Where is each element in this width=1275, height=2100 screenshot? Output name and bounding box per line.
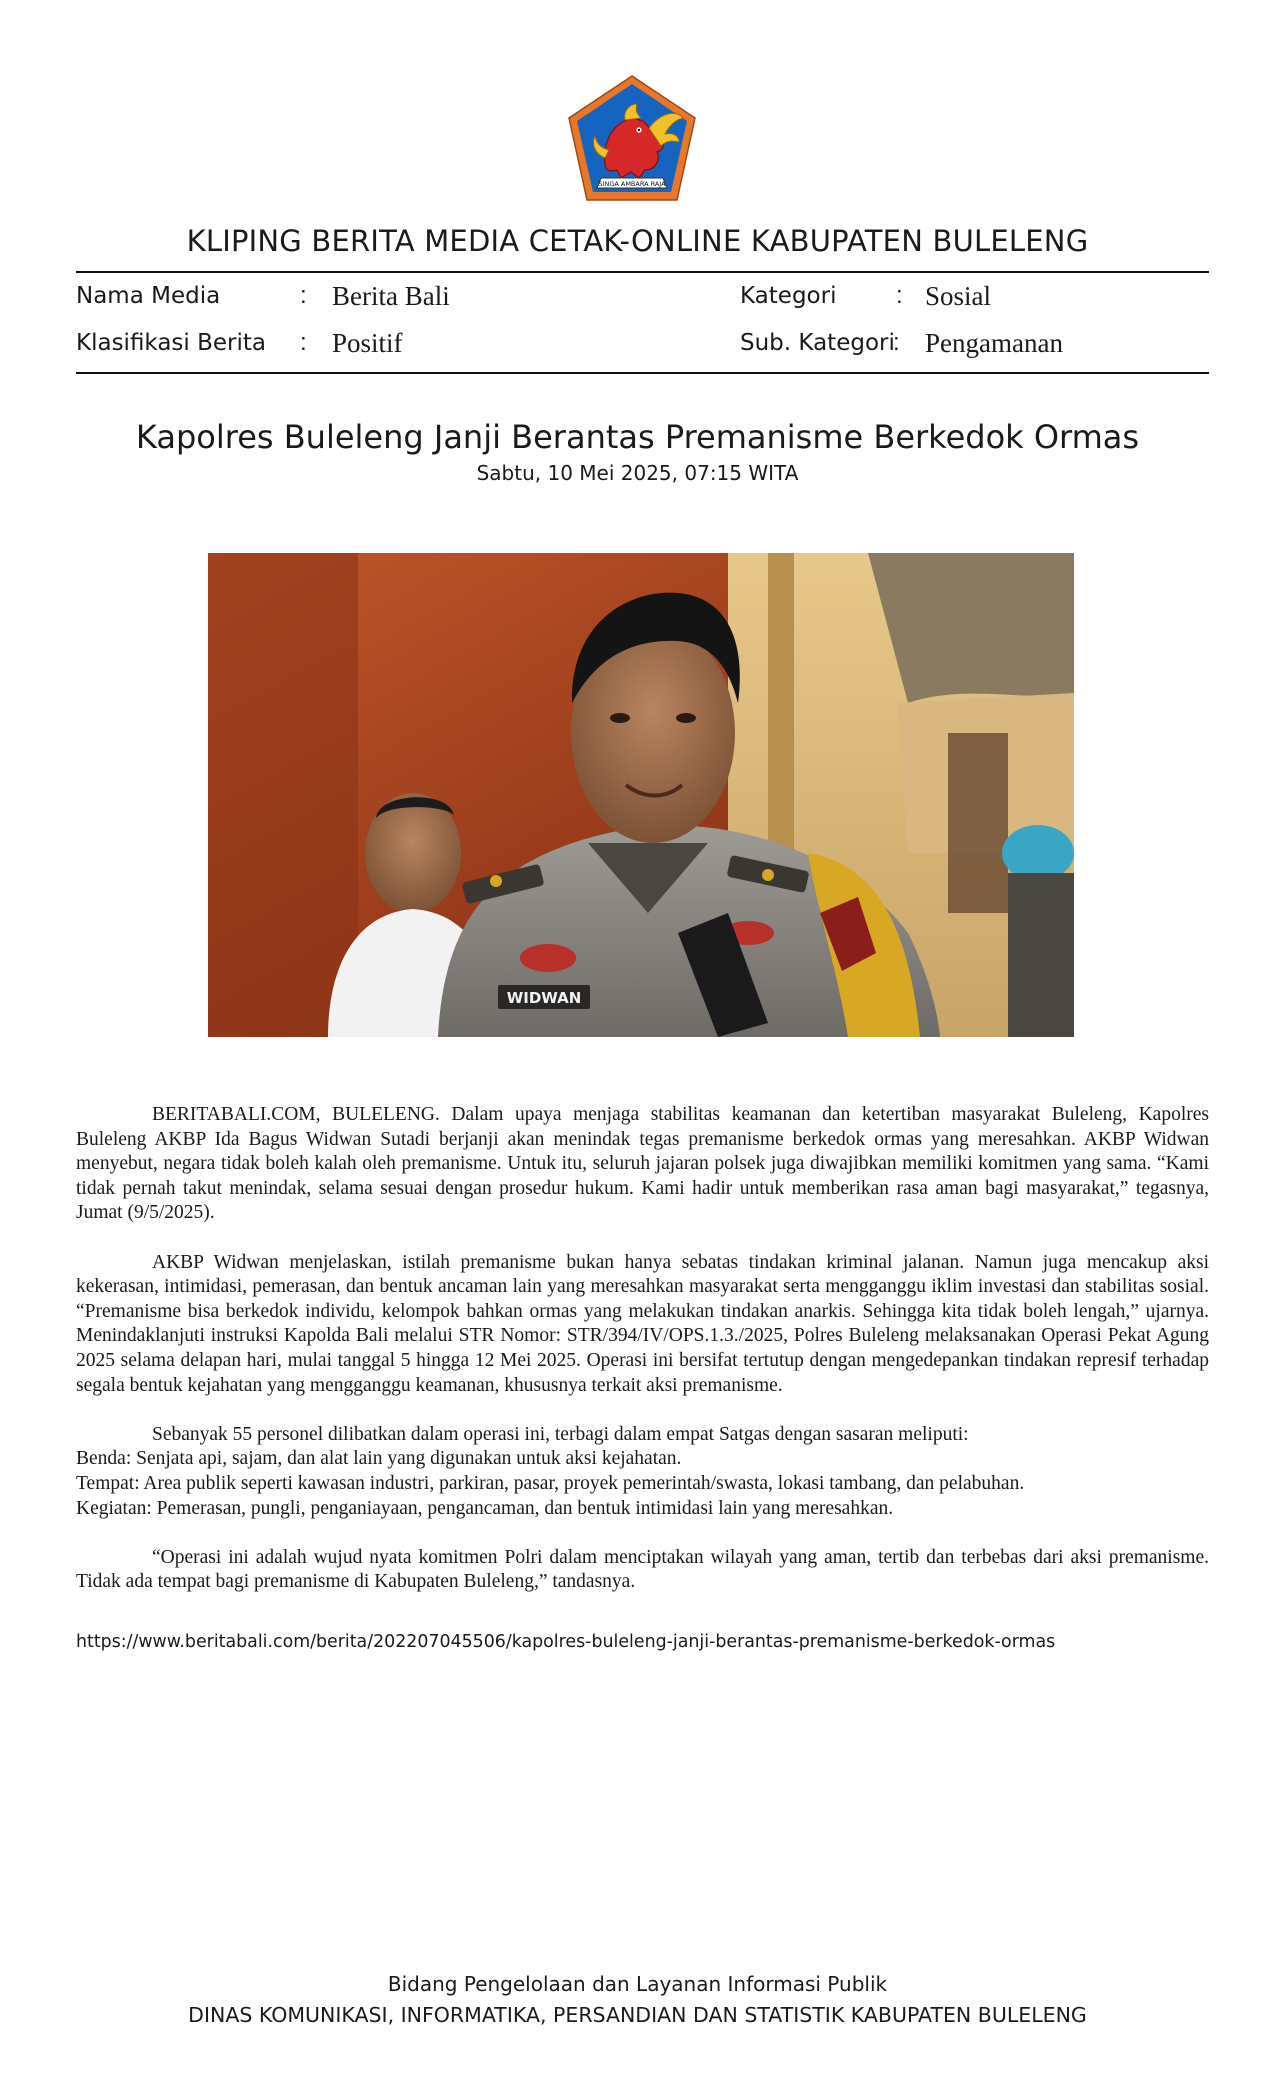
list-item-tempat: Tempat: Area publik seperti kawasan industri, parkiran, pasar, proyek pemerintah/swasta, lokasi tambang, dan pelabuhan.	[76, 1472, 1025, 1494]
article-paragraph-2: AKBP Widwan menjelaskan, istilah premanisme bukan hanya sebatas tindakan kriminal jalanan. Namun juga mencakup aksi kekerasan, intimidasi, pemerasan, dan bentuk ancaman lain yang meresahkan masyarakat serta mengganggu iklim investasi dan stabilitas sosial. “Premanisme bisa berkedok individu, kelompok bahkan ormas yang melakukan tindakan anarkis. Sehingga kita tidak boleh lengah,” ujarnya. Menindaklanjuti instruksi Kapolda Bali melalui STR Nomor: STR/394/IV/OPS.1.3./2025, Polres Buleleng melaksanakan Operasi Pekat Agung 2025 selama delapan hari, mulai tanggal 5 hingga 12 Mei 2025. Operasi ini bersifat tertutup dengan mengedepankan tindakan represif terhadap segala bentuk kejahatan yang mengganggu keamanan, khususnya terkait aksi premanisme.	[76, 1251, 1209, 1396]
article-paragraph-4: “Operasi ini adalah wujud nyata komitmen Polri dalam menciptakan wilayah yang aman, tertib dan terbebas dari aksi premanisme. Tidak ada tempat bagi premanisme di Kabupaten Buleleng,” tandasnya.	[76, 1546, 1209, 1593]
article-paragraph-1: BERITABALI.COM, BULELENG. Dalam upaya menjaga stabilitas keamanan dan ketertiban masyarakat Buleleng, Kapolres Buleleng AKBP Ida Bagus Widwan Sutadi berjanji akan menindak tegas premanisme berkedok ormas yang meresahkan. AKBP Widwan menyebut, negara tidak boleh kalah oleh premanisme. Untuk itu, seluruh jajaran polsek juga diwajibkan memiliki komitmen yang sama. “Kami tidak pernah takut menindak, selama sesuai dengan prosedur hukum. Kami hadir untuk memberikan rasa aman bagi masyarakat,” tegasnya, Jumat (9/5/2025).	[76, 1104, 1209, 1224]
meta-kategori-label: Kategori	[740, 283, 837, 309]
meta-media-colon: :	[300, 282, 307, 309]
article-photo	[208, 553, 1074, 1037]
header-rule-bottom	[76, 372, 1209, 374]
meta-klasifikasi-label: Klasifikasi Berita	[76, 330, 267, 356]
meta-media-label: Nama Media	[76, 283, 221, 309]
article-body	[76, 1103, 1209, 1619]
header-rule-top	[76, 271, 1209, 273]
meta-subkategori-colon: :	[893, 329, 900, 356]
article-paragraph-3: Sebanyak 55 personel dilibatkan dalam operasi ini, terbagi dalam empat Satgas dengan sasaran meliputi:	[152, 1423, 969, 1445]
polres-buleleng-logo	[565, 74, 699, 202]
meta-media-value: Berita Bali	[332, 281, 450, 311]
target-list	[76, 1423, 1209, 1521]
meta-klasifikasi-colon: :	[300, 329, 307, 356]
article-date: Sabtu, 10 Mei 2025, 07:15 WITA	[476, 461, 799, 485]
meta-kategori-colon: :	[896, 282, 903, 309]
photo-name-tag: WIDWAN	[506, 989, 582, 1007]
article-headline: Kapolres Buleleng Janji Berantas Premanisme Berkedok Ormas	[135, 418, 1140, 456]
meta-subkategori-label: Sub. Kategori	[740, 330, 895, 356]
meta-kategori-value: Sosial	[925, 281, 992, 311]
footer-department: Bidang Pengelolaan dan Layanan Informasi Publik	[387, 1972, 888, 1996]
meta-klasifikasi-value: Positif	[332, 328, 403, 358]
source-url-link[interactable]: https://www.beritabali.com/berita/202207045506/kapolres-buleleng-janji-berantas-premanisme-berkedok-ormas	[76, 1632, 1056, 1652]
footer-agency: DINAS KOMUNIKASI, INFORMATIKA, PERSANDIAN DAN STATISTIK KABUPATEN BULELENG	[188, 2003, 1087, 2027]
list-item-benda: Benda: Senjata api, sajam, dan alat lain yang digunakan untuk aksi kejahatan.	[76, 1448, 682, 1470]
list-item-kegiatan: Kegiatan: Pemerasan, pungli, penganiayaan, pengancaman, dan bentuk intimidasi lain yang meresahkan.	[76, 1497, 894, 1519]
document-title: KLIPING BERITA MEDIA CETAK-ONLINE KABUPATEN BULELENG	[186, 224, 1089, 258]
meta-subkategori-value: Pengamanan	[925, 328, 1063, 358]
logo-motto: SINGA AMBARA RAJA	[598, 180, 666, 188]
